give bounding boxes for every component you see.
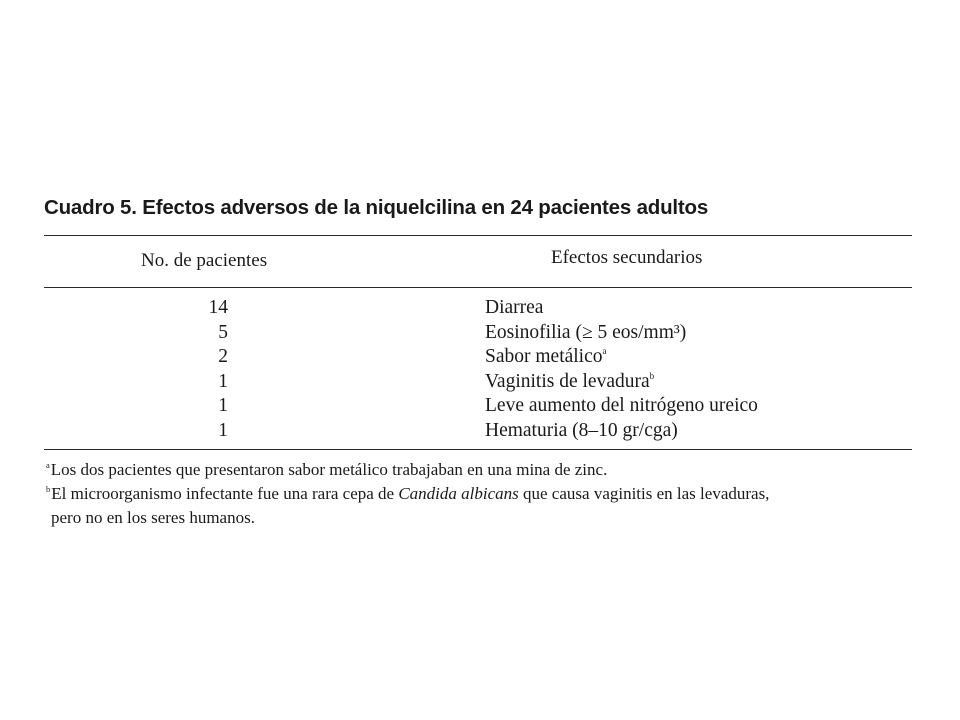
table-row [44,345,912,370]
bottom-rule [44,449,912,450]
footnote-b [46,482,926,530]
header-rule [44,287,912,288]
footnote-text-end: que causa vaginitis en las levaduras, [518,484,770,503]
footnote-marker: a [46,460,50,470]
footnote-a [46,458,926,482]
patient-count-cell: 2 [218,346,228,368]
side-effect-text: Eosinofilia (≥ 5 eos/mm³) [485,321,687,343]
side-effect-text: Vaginitis de levadura [485,370,650,392]
table-row [44,394,912,419]
side-effect-text: Leve aumento del nitrógeno ureico [485,395,758,417]
side-effect-text: Diarrea [485,297,544,318]
column-header-side-effects: Efectos secundarios [551,247,703,268]
footnote-marker: b [46,484,51,494]
side-effect-cell [485,296,543,321]
side-effect-text: Sabor metálico [485,346,603,368]
side-effect-cell [485,370,654,395]
footnote-marker: a [602,346,607,357]
table-row [44,296,912,321]
patient-count-cell: 5 [218,321,228,343]
top-rule [44,235,912,236]
patient-count-cell: 1 [218,395,228,417]
footnote-text: Los dos pacientes que presentaron sabor metálico trabajaban en una mina de zinc. [50,460,608,479]
patient-count-cell: 1 [218,419,228,441]
side-effect-text: Hematuria (8–10 gr/cga) [485,419,678,441]
patient-count-cell: 14 [208,297,228,318]
footnote-continuation: pero no en los seres humanos. [51,508,255,527]
patient-count-cell: 1 [218,370,228,392]
species-name: Candida albicans [398,484,519,503]
table-row [44,370,912,395]
column-header-patient-count: No. de pacientes [141,250,268,271]
table-title: Cuadro 5. Efectos adversos de la niquelcilina en 24 pacientes adultos [44,196,709,219]
side-effect-cell [485,345,607,370]
footnote-marker: b [649,370,655,381]
side-effect-cell [485,394,758,419]
table-row [44,419,912,444]
footnotes [46,458,926,530]
side-effect-cell [485,321,686,346]
side-effect-cell [485,419,678,444]
table-body [44,296,912,444]
table-row [44,321,912,346]
footnote-text-start: El microorganismo infectante fue una rara cepa de [51,484,399,503]
